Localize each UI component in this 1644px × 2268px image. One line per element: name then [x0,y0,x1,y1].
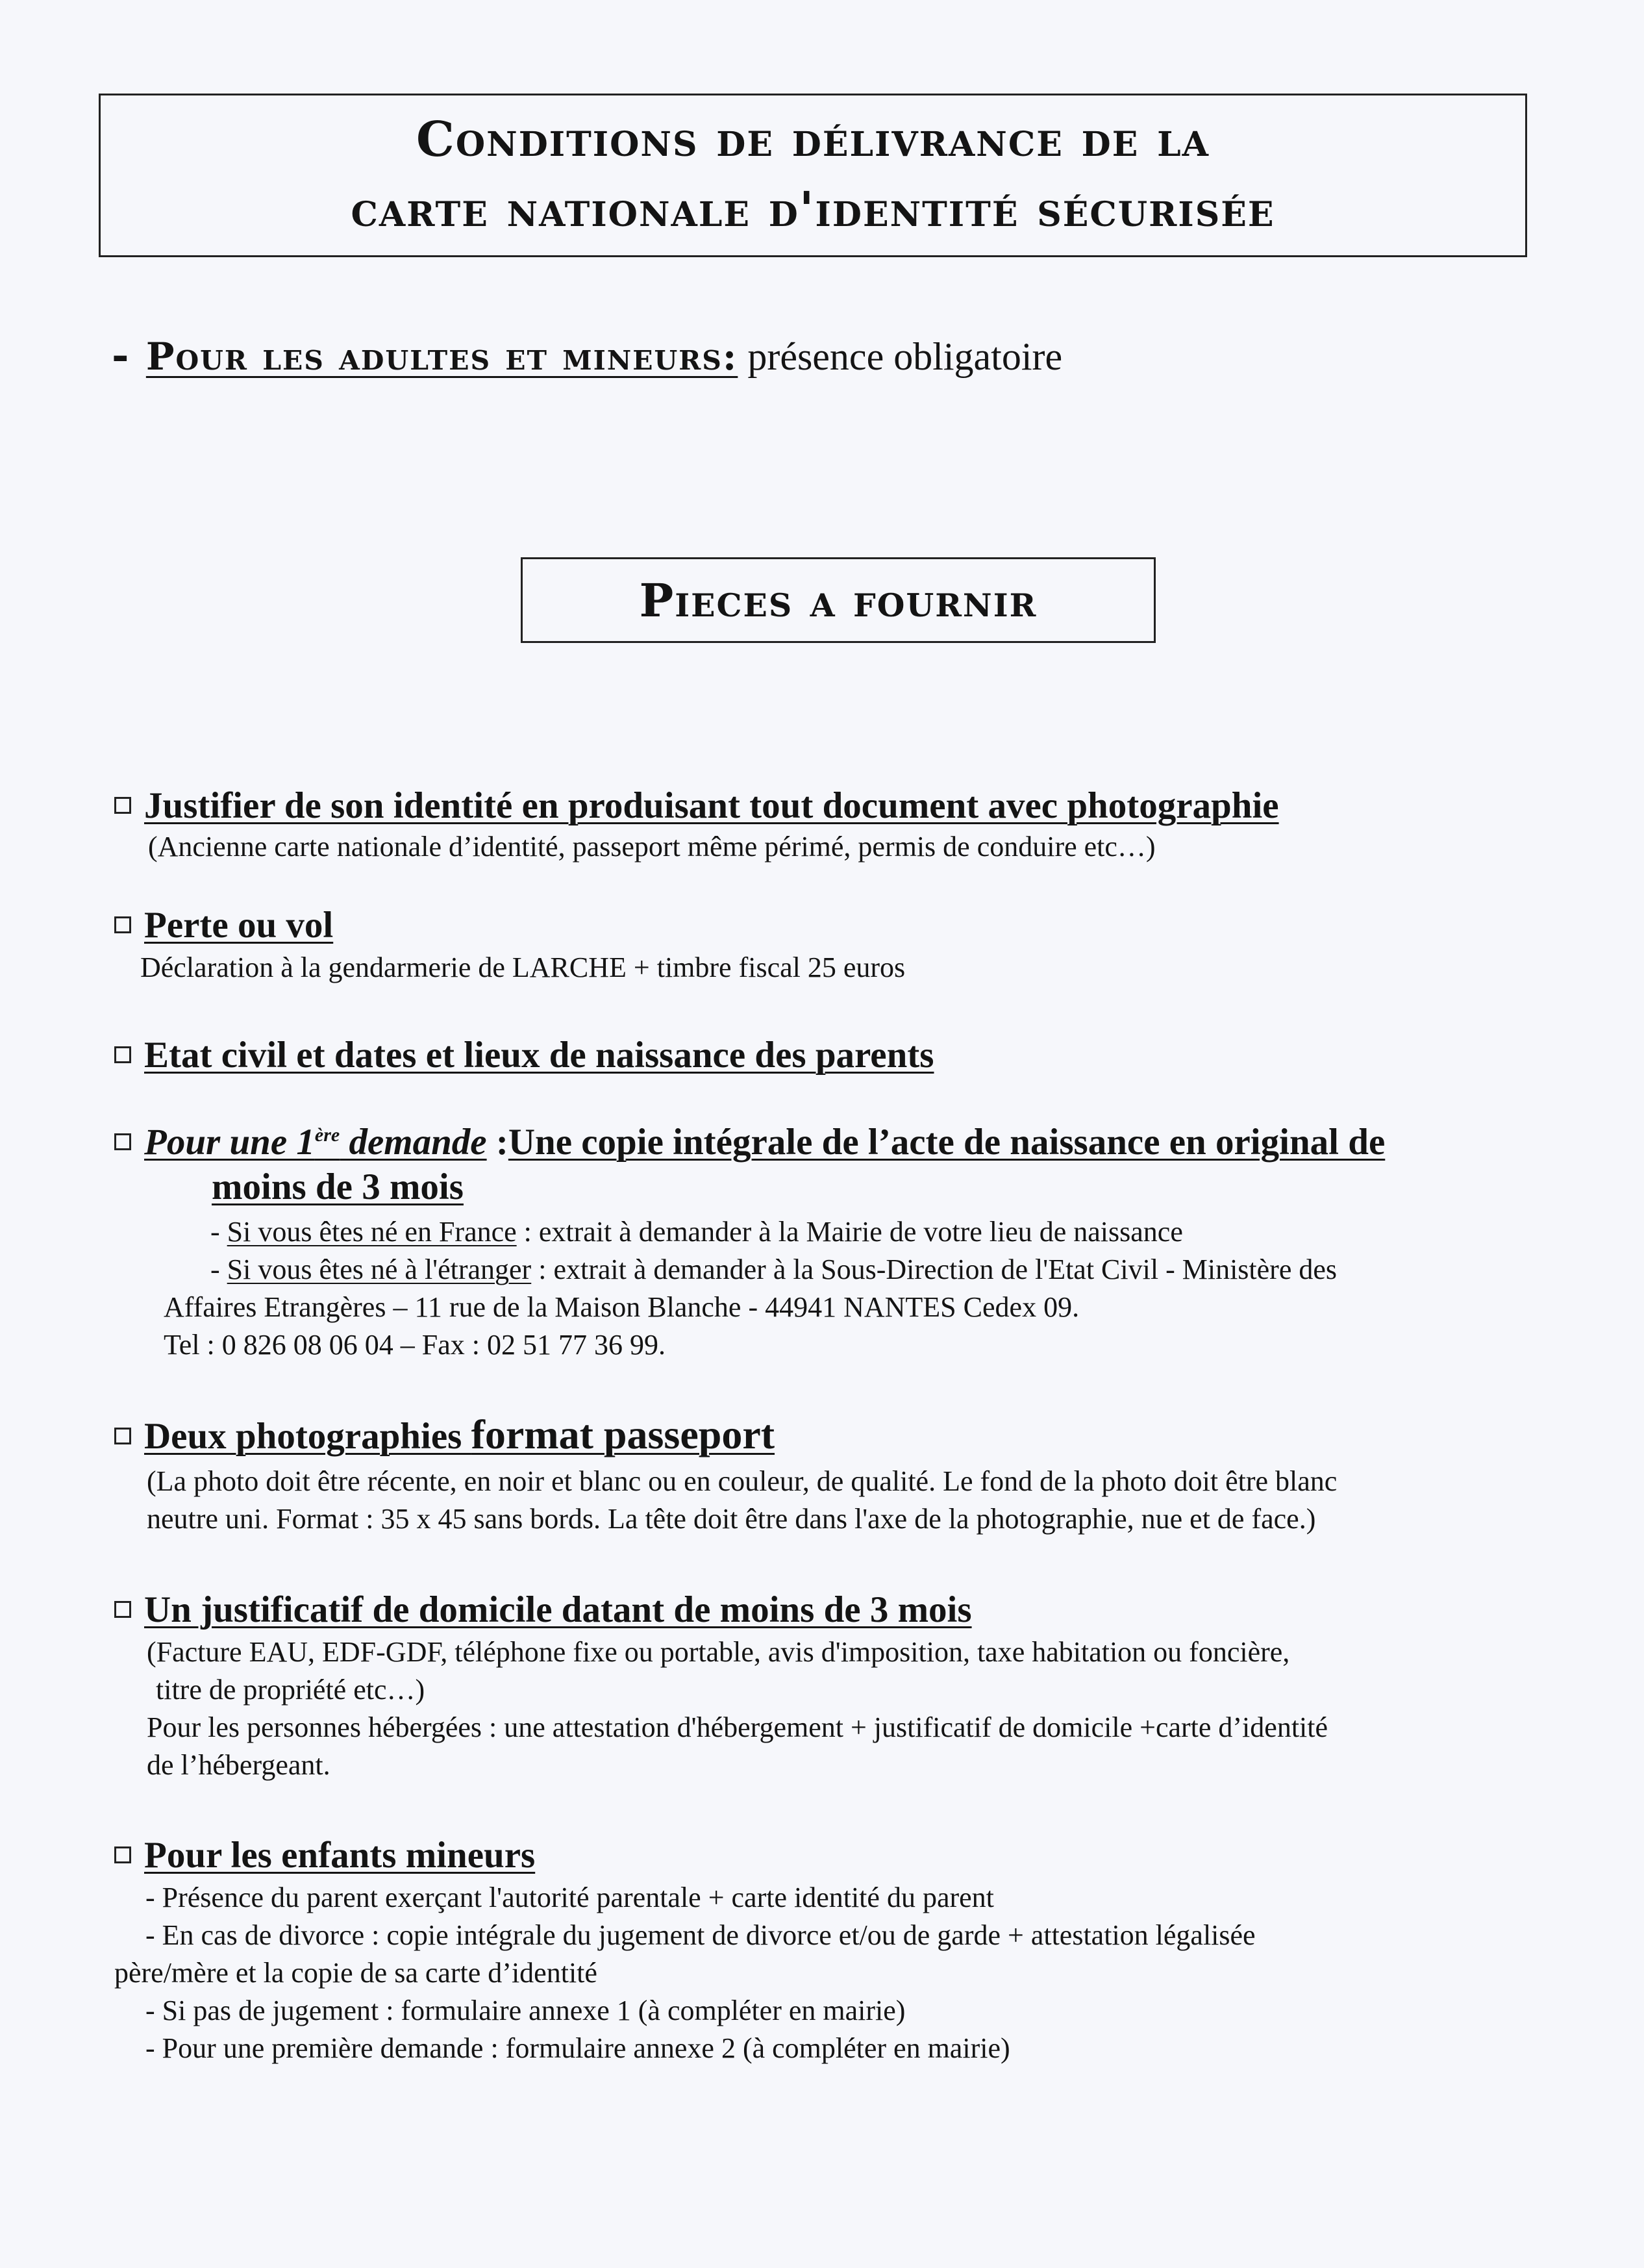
section-enfants-mineurs-text-3: père/mère et la copie de sa carte d’identité [114,1957,597,1989]
section-premiere-demande-label-b: demande [340,1122,487,1163]
ne-en-france-label: Si vous êtes né en France [227,1216,517,1248]
checkbox-icon [114,1601,131,1618]
section-premiere-demande-sup: ère [314,1124,340,1146]
audience-label: Pour les adultes et mineurs: [145,334,738,379]
audience-value: présence obligatoire [738,335,1063,378]
section-photographies-title-a: Deux photographies [144,1416,471,1457]
section-identite-title: Justifier de son identité en produisant tout document avec photographie [144,785,1279,826]
telephone-fax: Tel : 0 826 08 06 04 – Fax : 02 51 77 36 99. [164,1329,666,1361]
checkbox-icon [114,916,131,933]
document-title-box [99,94,1527,257]
ne-en-france-text: : extrait à demander à la Mairie de votre lieu de naissance [516,1216,1183,1248]
section-photographies-title-b: format passeport [471,1411,775,1457]
section-enfants-mineurs-text-5: - Pour une première demande : formulaire annexe 2 (à compléter en mairie) [145,2032,1010,2064]
checkbox-icon [114,1846,131,1863]
section-domicile-text-2: titre de propriété etc…) [156,1674,425,1706]
document-title-line-1: Conditions de délivrance de la [416,112,1210,168]
checkbox-icon [114,1428,131,1444]
section-etat-civil-title: Etat civil et dates et lieux de naissance des parents [144,1035,934,1076]
section-domicile-text-4: de l’hébergeant. [147,1749,330,1781]
checkbox-icon [114,1046,131,1063]
section-identite-text: (Ancienne carte nationale d’identité, passeport même périmé, permis de conduire etc…) [148,831,1156,863]
section-premiere-demande-title-b: moins de 3 mois [212,1166,464,1207]
section-premiere-demande-label-a: Pour une 1 [144,1122,315,1163]
section-domicile-text-1: (Facture EAU, EDF-GDF, téléphone fixe ou portable, avis d'imposition, taxe habitation ou foncière, [147,1636,1290,1668]
section-perte-vol-text: Déclaration à la gendarmerie de LARCHE + timbre fiscal 25 euros [140,951,906,983]
section-enfants-mineurs [114,1834,1547,2067]
pieces-a-fournir-heading: Pieces a fournir [521,557,1156,643]
section-premiere-demande-sep: : [486,1122,508,1163]
checkbox-icon [114,797,131,814]
section-enfants-mineurs-text-1: - Présence du parent exerçant l'autorité parentale + carte identité du parent [145,1882,994,1913]
checkbox-icon [114,1133,131,1150]
document-title-line-2: carte nationale d'identité sécurisée [351,182,1275,238]
section-premiere-demande-title-a: Une copie intégrale de l’acte de naissance en original de [508,1122,1386,1163]
section-domicile-text-3: Pour les personnes hébergées : une attestation d'hébergement + justificatif de domicile +carte d’identité [147,1711,1328,1743]
section-domicile-title: Un justificatif de domicile datant de moins de 3 mois [144,1589,972,1630]
section-photographies-text-1: (La photo doit être récente, en noir et blanc ou en couleur, de qualité. Le fond de la photo doit être blanc [147,1465,1338,1497]
adresse-nantes: Affaires Etrangères – 11 rue de la Maison Blanche - 44941 NANTES Cedex 09. [164,1291,1080,1323]
section-perte-vol [114,904,1547,987]
ne-a-etranger-label: Si vous êtes né à l'étranger [227,1254,532,1285]
section-identite [114,785,1547,866]
section-domicile [114,1589,1547,1784]
section-enfants-mineurs-text-4: - Si pas de jugement : formulaire annexe 1 (à compléter en mairie) [145,1995,906,2026]
section-photographies-text-2: neutre uni. Format : 35 x 45 sans bords. La tête doit être dans l'axe de la photographie, nue et de face.) [147,1503,1316,1535]
audience-line [112,331,1062,380]
section-premiere-demande: Pour une 1ère demande :Une copie intégrale de l’acte de naissance en original de moins de 3 mois - Si vous êtes né en France : extrait à demander à la Mairie de votre lieu de naissance - Si vous êtes né à l'étranger : extrait à demander à la Sous-Direction de l'Etat Civil - Ministère des Affaires Etrangères – 11 rue de la Maison Blanche - 44941 NANTES Cedex 09. Tel : 0 826 08 06 04 – Fax : 02 51 77 36 99. [114,1121,1547,1364]
section-enfants-mineurs-text-2: - En cas de divorce : copie intégrale du jugement de divorce et/ou de garde + attestation légalisée [145,1919,1256,1951]
section-etat-civil [114,1034,1547,1076]
section-photographies [114,1411,1547,1538]
section-enfants-mineurs-title: Pour les enfants mineurs [144,1835,536,1876]
section-perte-vol-title: Perte ou vol [144,905,334,946]
audience-prefix: - [112,331,146,380]
ne-a-etranger-text: : extrait à demander à la Sous-Direction de l'Etat Civil - Ministère des [531,1254,1338,1285]
